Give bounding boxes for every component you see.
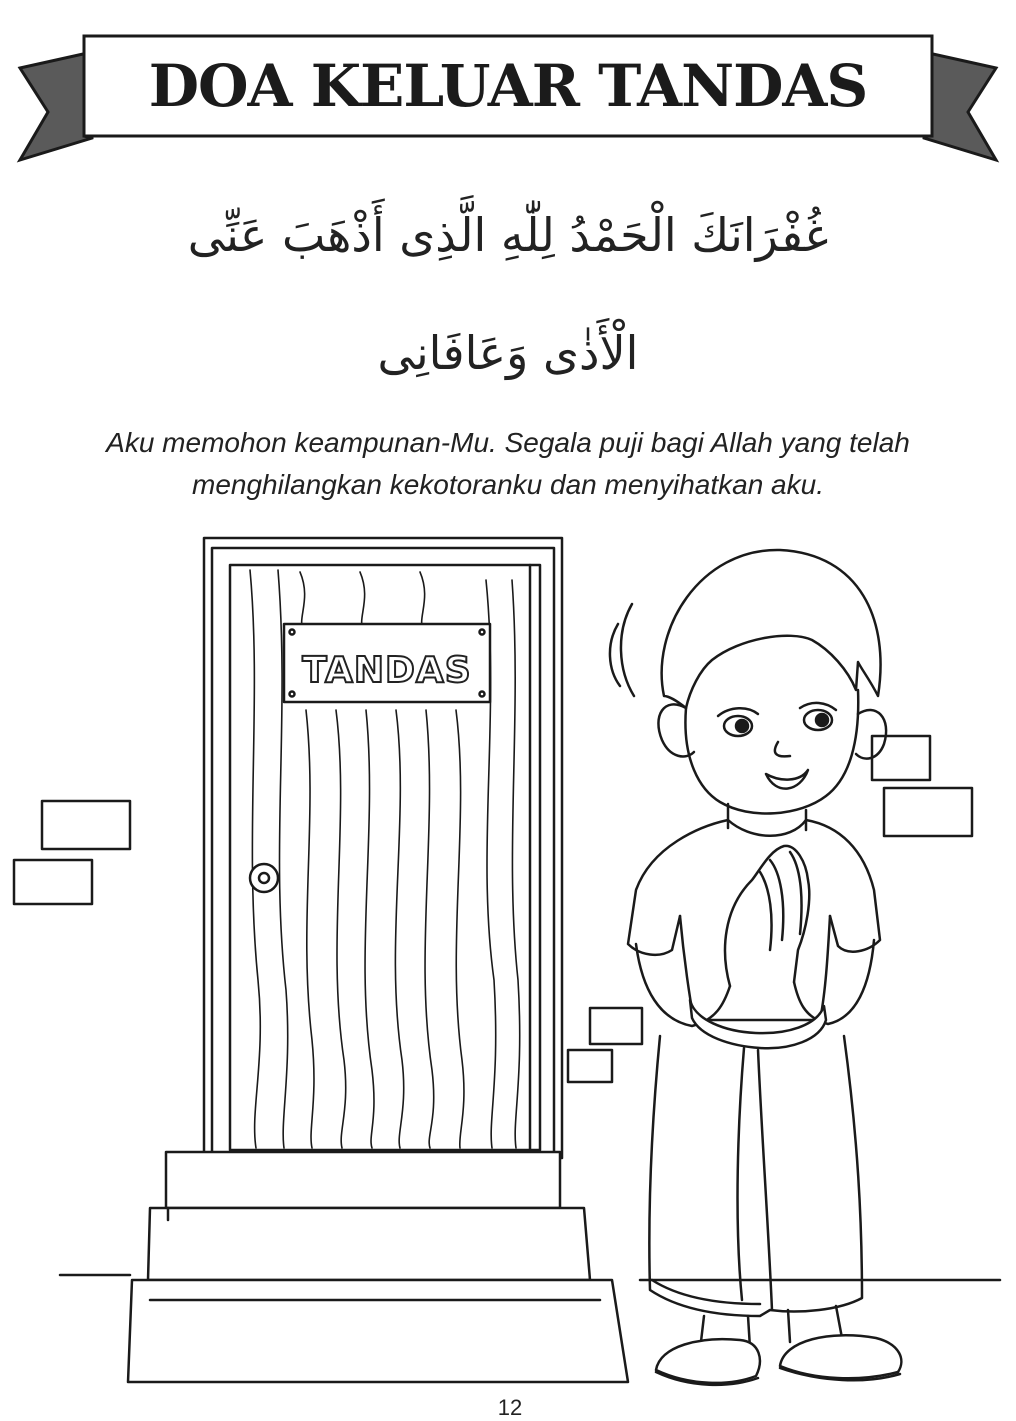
door-sign-label: TANDAS [302,649,472,691]
door-steps [128,1152,628,1382]
translation-line-1: Aku memohon keampunan-Mu. Segala puji bagi Allah yang telah [106,427,910,458]
translation-text [20,422,996,506]
translation-line-2: menghilangkan kekotoranku dan menyihatkan aku. [192,469,824,500]
page-number: 12 [497,1395,523,1420]
boy-figure [610,550,901,1385]
door-knob [250,864,278,892]
title-banner [0,0,1016,175]
page-title: DOA KELUAR TANDAS [148,52,868,120]
arabic-prayer-line-2: الْأَذٰى وَعَافَانِى [377,326,639,380]
coloring-illustration [0,520,1016,1413]
arabic-prayer-line-1: غُفْرَانَكَ الْحَمْدُ لِلّٰهِ الَّذِى أَذْهَبَ عَنِّى [187,208,829,262]
